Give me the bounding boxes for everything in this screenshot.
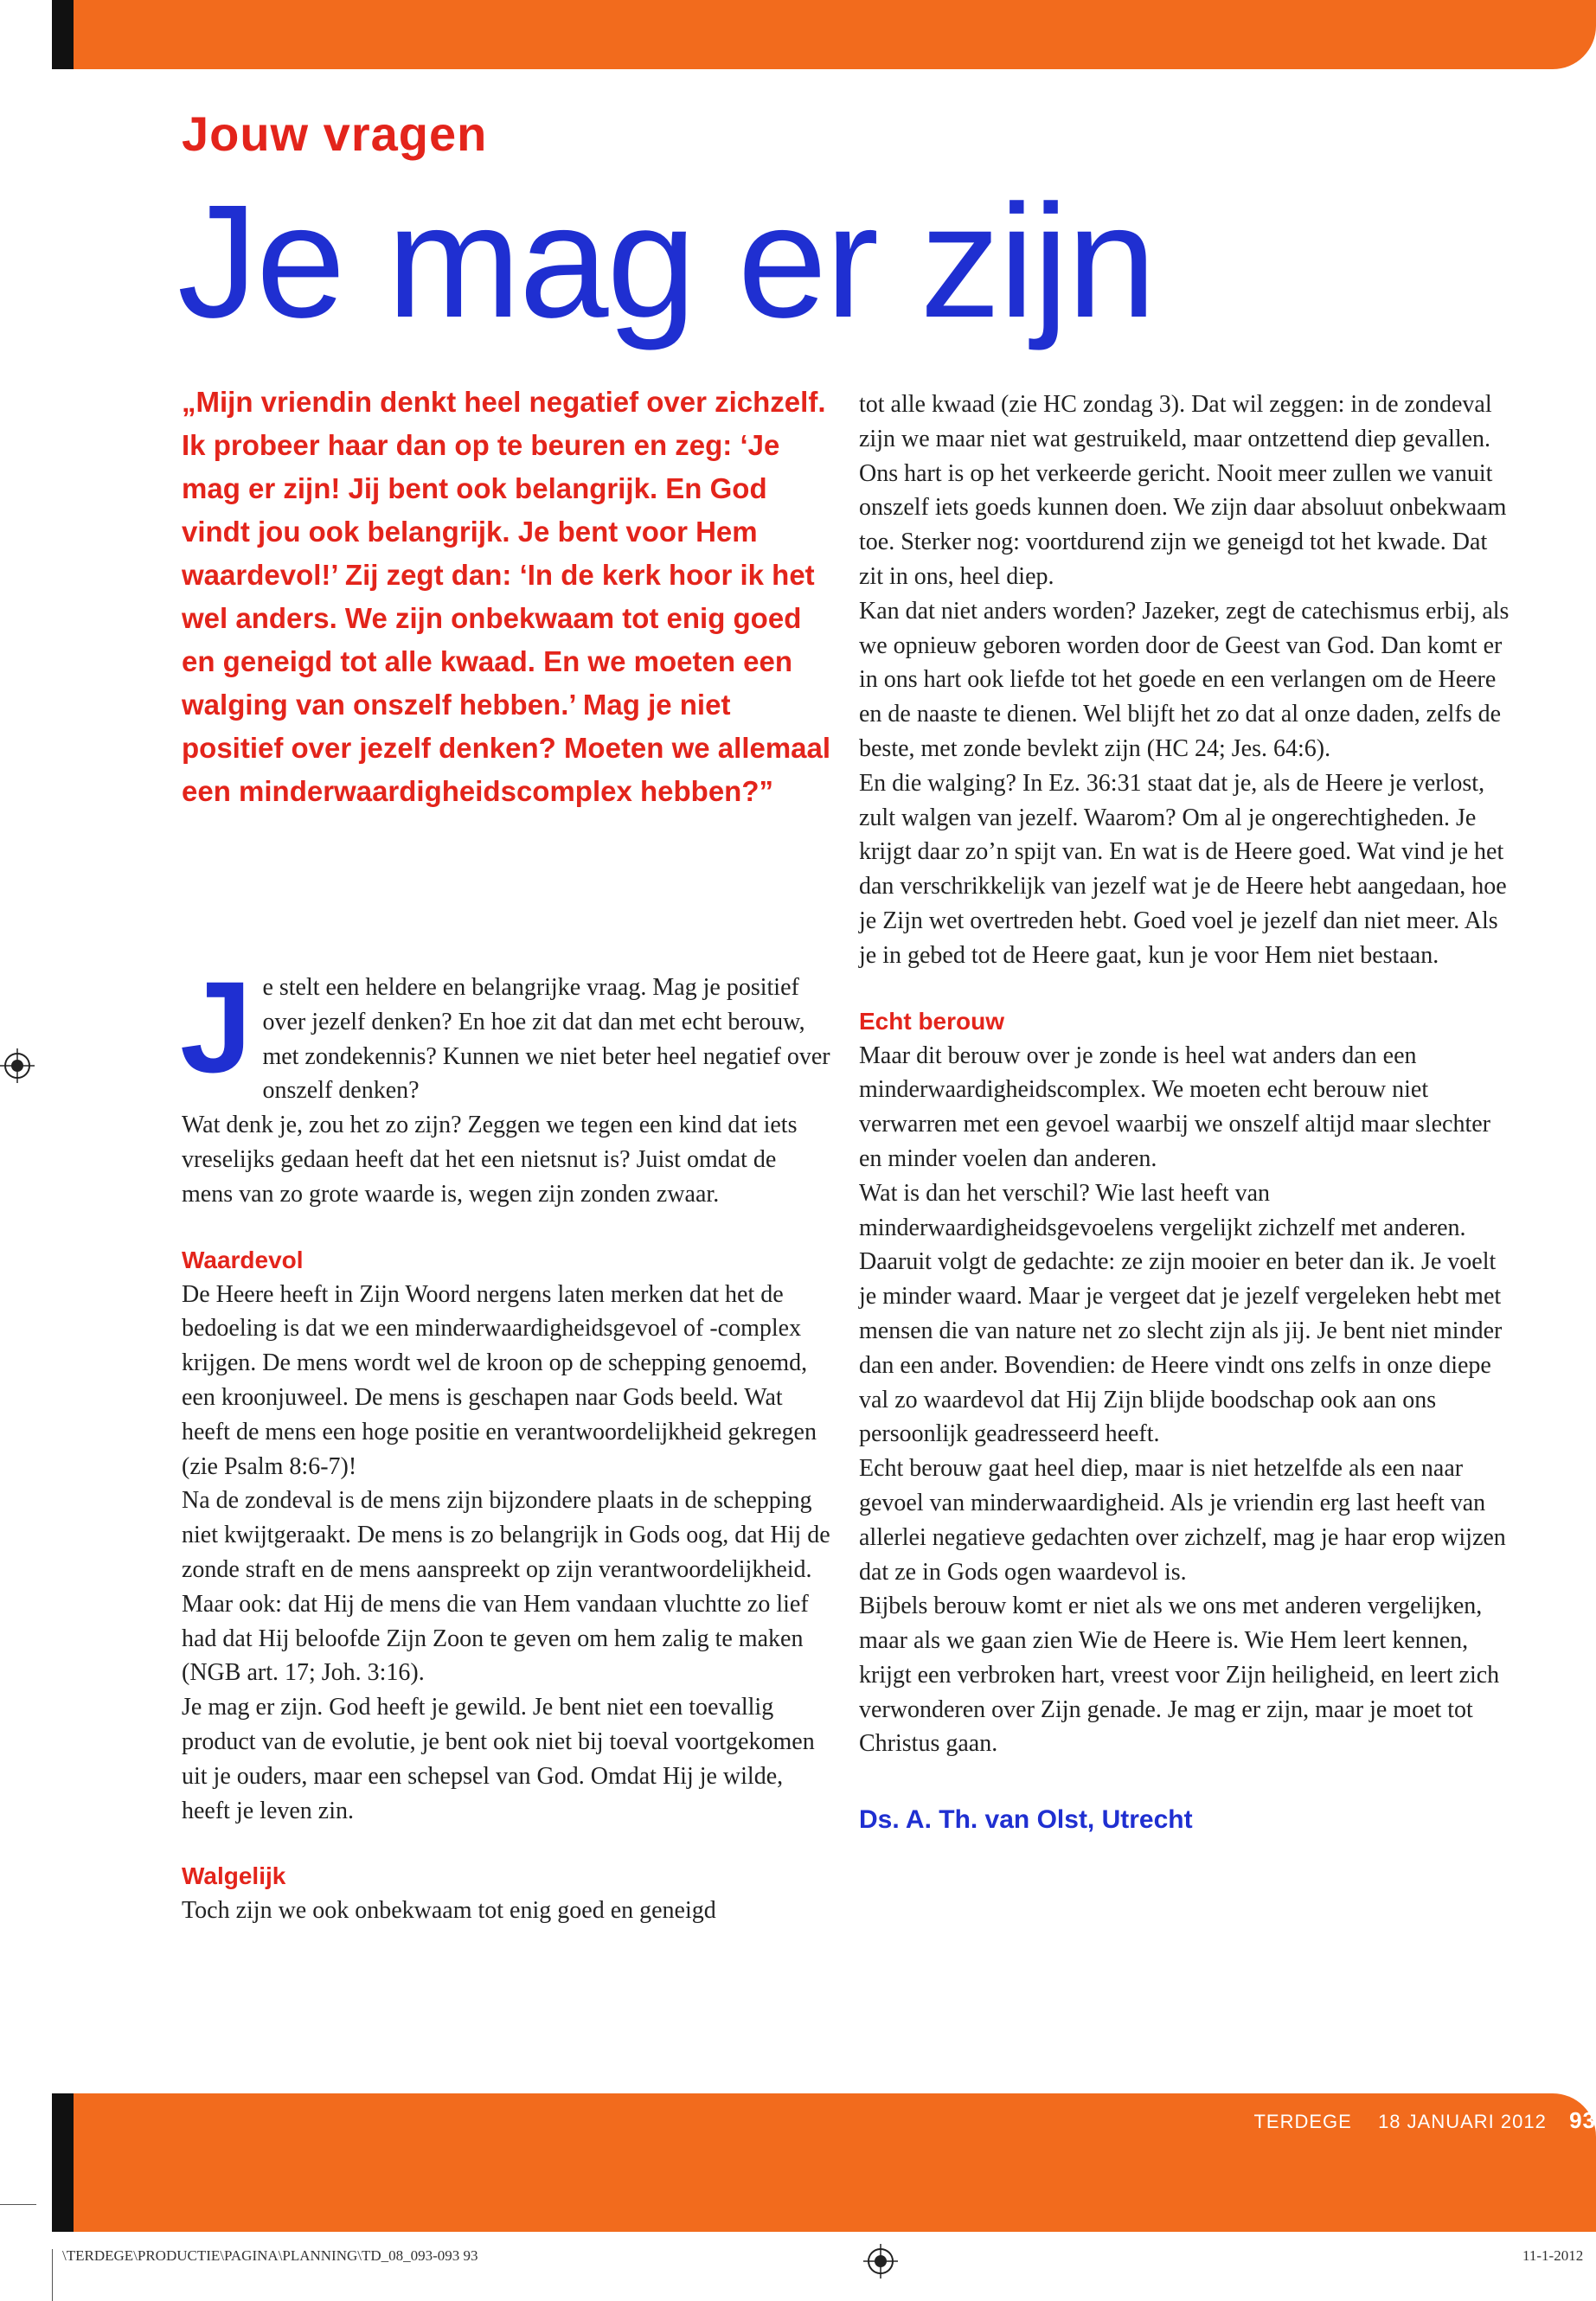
- paragraph: Echt berouw gaat heel diep, maar is niet hetzelfde als een naar gevoel van minderwaardigheid. Als je vriendin erg last heeft van allerlei negatieve gedachten over zichzelf, mag je haar erop wijzen dat ze in Gods ogen waardevol is.: [859, 1455, 1506, 1586]
- crop-mark: [0, 2204, 36, 2205]
- top-orange-band: [52, 0, 1596, 69]
- paragraph: En die walging? In Ez. 36:31 staat dat je, als de Heere je verlost, zult walgen van jezelf. Waarom? Om al je ongerechtigheden. Je krijgt daar zo’n spijt van. En wat is de Heere goed. Wat vind je het dan verschrikkelijk van jezelf wat je de Heere hebt aangedaan, hoe je Zijn wet overtreden hebt. Goed voel je jezelf dan niet meer. Als je in gebed tot de Heere gaat, kun je voor Hem niet bestaan.: [859, 769, 1507, 969]
- paragraph: Kan dat niet anders worden? Jazeker, zegt de catechismus erbij, als we opnieuw geboren worden door de Geest van God. Dan komt er in ons hart ook liefde tot het goede en een verlangen om de Heere en de naaste te dienen. Wel blijft het zo dat al onze daden, zelfs de beste, met zonde bevlekt zijn (HC 24; Jes. 64:6).: [859, 597, 1509, 762]
- paragraph: Wat denk je, zou het zo zijn? Zeggen we tegen een kind dat iets vreselijks gedaan heeft dat het een nietsnut is? Juist omdat de mens van zo grote waarde is, wegen zijn zonden zwaar.: [182, 1112, 798, 1208]
- bottom-black-edge: [52, 2093, 74, 2232]
- crop-mark: [52, 2249, 53, 2301]
- paragraph: Je mag er zijn. God heeft je gewild. Je bent niet een toevallig product van de evolutie, je bent ook niet bij toeval voortgekomen uit je ouders, maar een schepsel van God. Omdat Hij je wilde, heeft je leven zin.: [182, 1694, 815, 1824]
- column-left: [180, 954, 830, 1928]
- paragraph: Wat is dan het verschil? Wie last heeft van minderwaardigheidsgevoelens vergelijkt zichzelf met anderen. Daaruit volgt de gedachte: ze zijn mooier en beter dan ik. Je voelt je minder waard. Maar je vergeet dat je jezelf vergeleken hebt met mensen die van nature net zo slecht zijn als jij. Je bent niet minder dan een ander. Bovendien: de Heere vindt ons zelfs in onze diepe val zo waardevol dat Hij Zijn blijde boodschap ook aan ons persoonlijk geadresseerd heeft.: [859, 1179, 1503, 1448]
- footer-date: 18 JANUARI 2012: [1378, 2111, 1547, 2132]
- author-byline: Ds. A. Th. van Olst, Utrecht: [859, 1805, 1193, 1835]
- subheading-walgelijk: Walgelijk: [182, 1862, 286, 1890]
- footer-page-number: 93: [1569, 2107, 1596, 2133]
- footer-folio: [1253, 2107, 1596, 2134]
- intro-paragraph: Je stelt een heldere en belangrijke vraag. Mag je positief over jezelf denken? En hoe zit dat dan met echt berouw, met zondekennis? Kunnen we niet beter heel negatief over onszelf denken?: [180, 954, 830, 1105]
- paragraph: tot alle kwaad (zie HC zondag 3). Dat wil zeggen: in de zondeval zijn we maar niet wat gestruikeld, maar ontzettend diep gevallen. Ons hart is op het verkeerde gericht. Nooit meer zullen we vanuit onszelf iets goeds kunnen doen. We zijn daar absoluut onbekwaam toe. Sterker nog: voortdurend zijn we geneigd tot het kwade. Dat zit in ons, heel diep.: [859, 391, 1507, 590]
- top-black-edge: [52, 0, 74, 69]
- paragraph: De Heere heeft in Zijn Woord nergens laten merken dat het de bedoeling is dat we een minderwaardigheidsgevoel of -complex krijgen. De mens wordt wel de kroon op de schepping genoemd, een kroonjuweel. De mens is geschapen naar Gods beeld. Wat heeft de mens een hoge positie en verantwoordelijkheid gekregen (zie Psalm 8:6-7)!: [182, 1280, 817, 1480]
- footer-magazine: TERDEGE: [1253, 2111, 1352, 2132]
- paragraph: Maar dit berouw over je zonde is heel wat anders dan een minderwaardigheidscomplex. We moeten echt berouw niet verwarren met een gevoel waarbij we onszelf altijd maar slechter en minder voelen dan anderen.: [859, 1042, 1490, 1172]
- slug-path: \TERDEGE\PRODUCTIE\PAGINA\PLANNING\TD_08_093-093 93: [62, 2247, 478, 2264]
- subheading-waardevol: Waardevol: [182, 1246, 304, 1273]
- page-title: Je mag er zijn: [177, 172, 1155, 351]
- lead-question: „Mijn vriendin denkt heel negatief over zichzelf. Ik probeer haar dan op te beuren en zeg: ‘Je mag er zijn! Jij bent ook belangrijk. En God vindt jou ook belangrijk. Je bent voor Hem waardevol!’ Zij zegt dan: ‘In de kerk hoor ik het wel anders. We zijn onbekwaam tot enig goed en geneigd tot alle kwaad. En we moeten een walging van onszelf hebben.’ Mag je niet positief over jezelf denken? Moeten we allemaal een minderwaardigheidscomplex hebben?”: [182, 386, 831, 807]
- paragraph: Bijbels berouw komt er niet als we ons met anderen vergelijken, maar als we gaan zien Wie de Heere is. Wie Hem leert kennen, krijgt een verbroken hart, vreest voor Zijn heiligheid, en leert zich verwonderen over Zijn genade. Je mag er zijn, maar je moet tot Christus gaan.: [859, 1593, 1500, 1758]
- paragraph: Na de zondeval is de mens zijn bijzondere plaats in de schepping niet kwijtgeraakt. De mens is zo belangrijk in Gods oog, dat Hij de zonde straft en de mens aanspreekt op zijn verantwoordelijkheid. Maar ook: dat Hij de mens die van Hem vandaan vluchtte zo lief had dat Hij beloofde Zijn Zoon te geven om hem zalig te maken (NGB art. 17; Joh. 3:16).: [182, 1487, 830, 1687]
- registration-mark-icon: [0, 1048, 35, 1083]
- paragraph: Toch zijn we ook onbekwaam tot enig goed en geneigd: [182, 1897, 716, 1925]
- subheading-echt-berouw: Echt berouw: [859, 1007, 1005, 1035]
- slug-date: 11-1-2012: [1522, 2247, 1584, 2264]
- column-right: [859, 388, 1516, 1837]
- dropcap: J: [180, 954, 253, 1099]
- section-label: Jouw vragen: [182, 106, 488, 161]
- registration-mark-icon: [863, 2244, 898, 2279]
